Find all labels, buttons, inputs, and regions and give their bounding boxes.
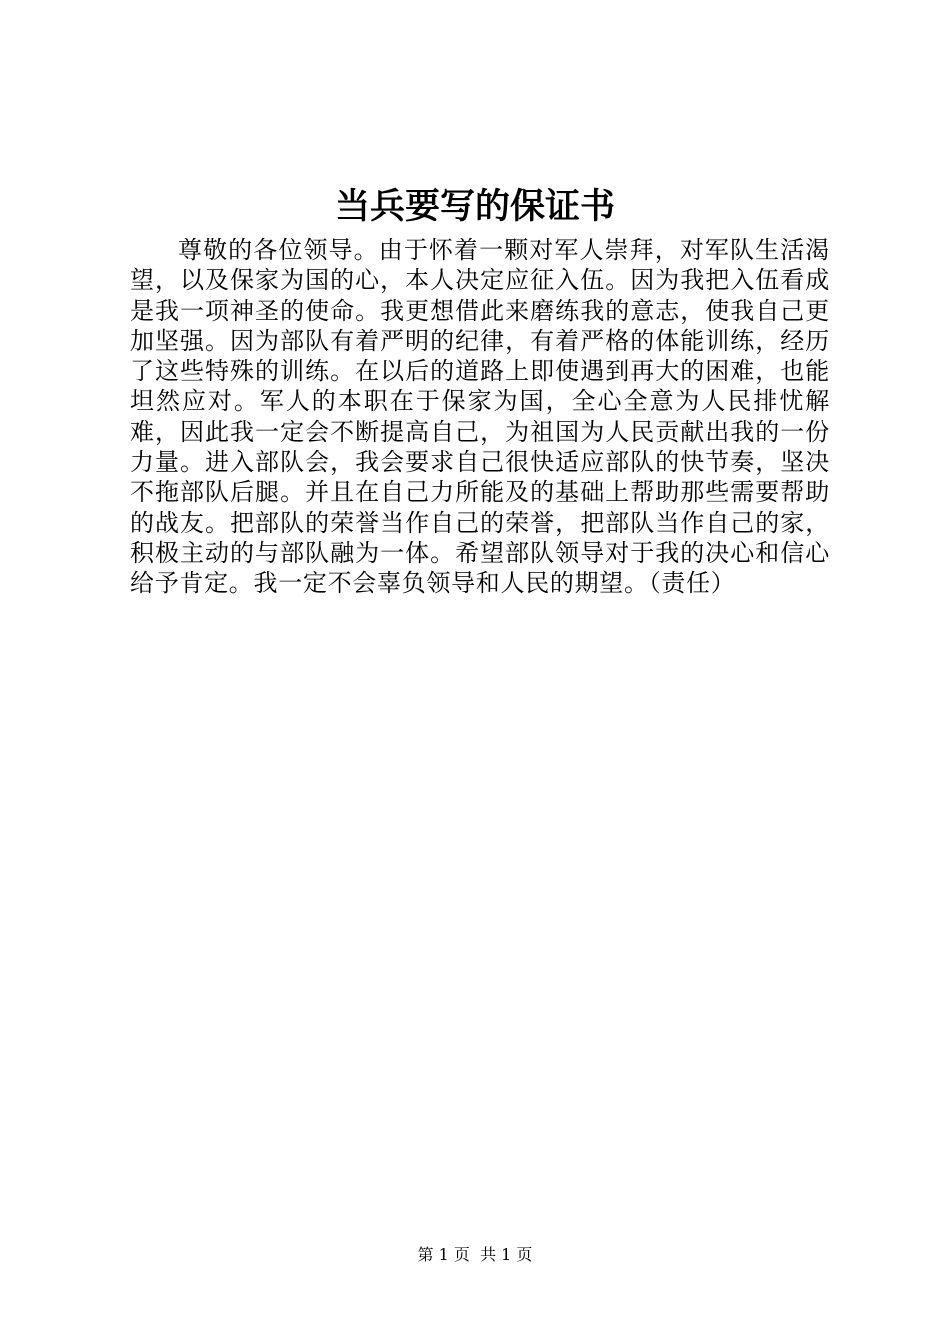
document-title: 当兵要写的保证书: [334, 187, 615, 227]
page-number: 第 1 页: [417, 1245, 470, 1264]
page-total: 共 1 页: [480, 1245, 533, 1264]
document-body: 尊敬的各位领导。由于怀着一颗对军人崇拜，对军队生活渴望，以及保家为国的心，本人决定应征入伍。因为我把入伍看成是我一项神圣的使命。我更想借此来磨练我的意志，使我自己更加坚强。因为部队有着严明的纪律，有着严格的体能训练，经历了这些特殊的训练。在以后的道路上即使遇到再大的困难，也能坦然应对。军人的本职在于保家为国，全心全意为人民排忧解难，因此我一定会不断提高自己，为祖国为人民贡献出我的一份力量。进入部队会，我会要求自己很快适应部队的快节奏，坚决不拖部队后腿。并且在自己力所能及的基础上帮助那些需要帮助的战友。把部队的荣誉当作自己的荣誉，把部队当作自己的家，积极主动的与部队融为一体。希望部队领导对于我的决心和信心给予肯定。我一定不会辜负领导和人民的期望。（责任）: [130, 236, 830, 598]
page-footer: [0, 1244, 950, 1266]
